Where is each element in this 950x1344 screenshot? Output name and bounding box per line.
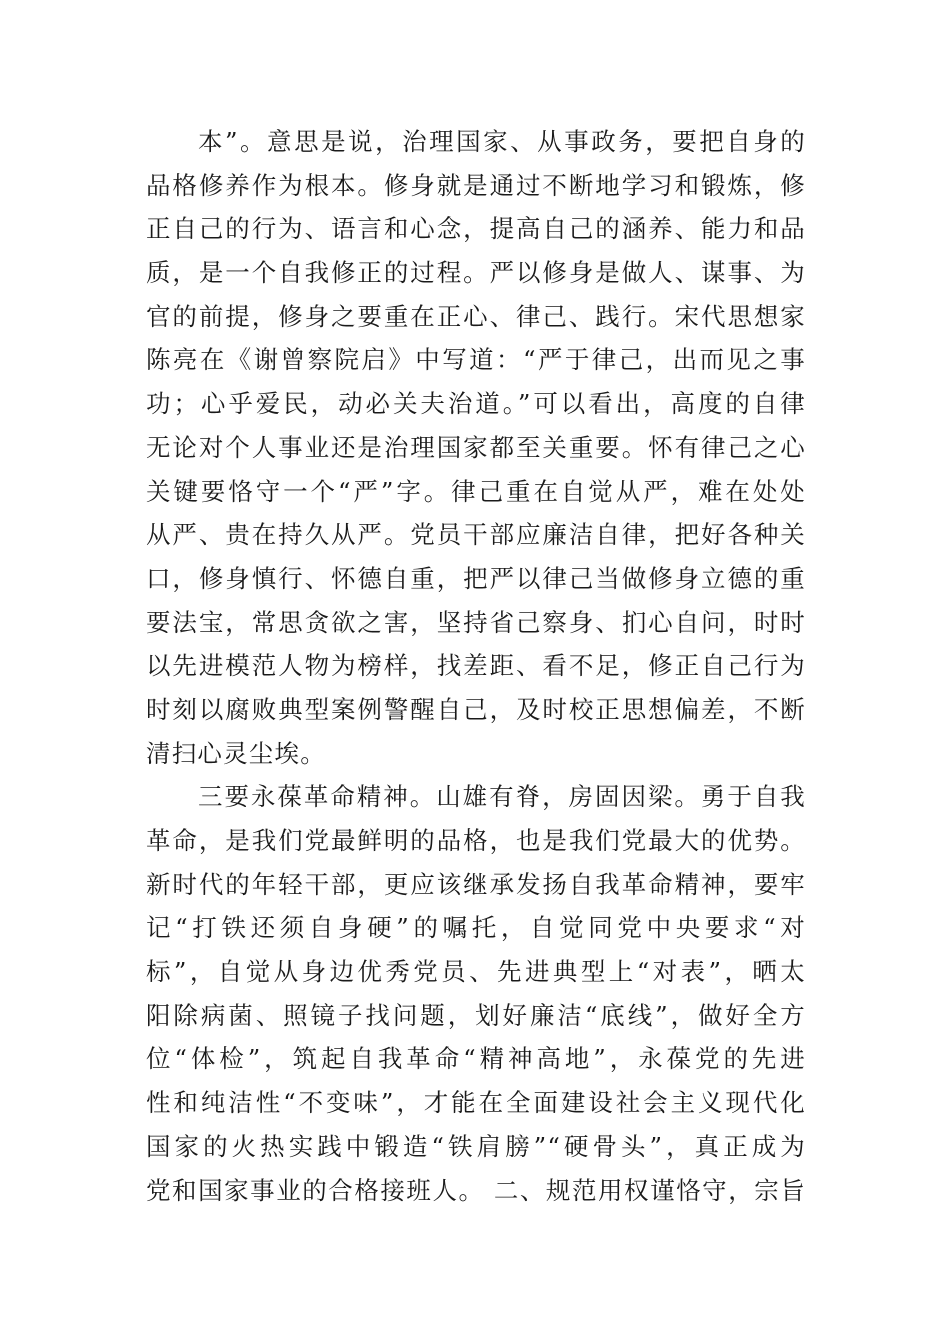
text-line: 记“打铁还须自身硬”的嘱托，自觉同党中央要求“对 [146,913,806,943]
text-line: 陈亮在《谢曾察院启》中写道：“严于律己，出而见之事 [146,345,806,375]
text-line: 国家的火热实践中锻造“铁肩膀”“硬骨头”，真正成为 [146,1131,806,1161]
text-line: 党和国家事业的合格接班人。 二、规范用权谨恪守，宗旨 [146,1175,806,1205]
text-line: 质，是一个自我修正的过程。严以修身是做人、谋事、为 [146,258,806,288]
text-line: 品格修养作为根本。修身就是通过不断地学习和锻炼，修 [146,170,806,200]
text-line: 本”。意思是说，治理国家、从事政务，要把自身的 [198,127,806,156]
text-line: 关键要恪守一个“严”字。律己重在自觉从严，难在处处 [146,476,806,506]
body-text [146,120,806,1212]
text-line: 清扫心灵尘埃。 [146,738,326,768]
text-line: 革命，是我们党最鲜明的品格，也是我们党最大的优势。 [146,826,806,855]
text-line: 从严、贵在持久从严。党员干部应廉洁自律，把好各种关 [146,520,806,550]
text-line: 时刻以腐败典型案例警醒自己，及时校正思想偏差，不断 [146,694,806,724]
text-line: 三要永葆革命精神。山雄有脊，房固因梁。勇于自我 [198,782,806,812]
text-line: 要法宝，常思贪欲之害，坚持省己察身、扪心自问，时时 [146,607,806,637]
text-line: 无论对个人事业还是治理国家都至关重要。怀有律己之心 [146,432,806,462]
text-line: 口，修身慎行、怀德自重，把严以律己当做修身立德的重 [146,563,806,593]
text-line: 正自己的行为、语言和心念，提高自己的涵养、能力和品 [146,214,806,244]
text-line: 以先进模范人物为榜样，找差距、看不足，修正自己行为 [146,651,806,681]
text-line: 标”，自觉从身边优秀党员、先进典型上“对表”，晒太 [146,957,806,987]
text-line: 位“体检”，筑起自我革命“精神高地”，永葆党的先进 [146,1044,806,1074]
text-line: 官的前提，修身之要重在正心、律己、践行。宋代思想家 [146,301,806,331]
text-line: 新时代的年轻干部，更应该继承发扬自我革命精神，要牢 [146,869,806,899]
text-line: 阳除病菌、照镜子找问题，划好廉洁“底线”，做好全方 [146,1000,806,1030]
text-line: 性和纯洁性“不变味”，才能在全面建设社会主义现代化 [146,1088,806,1118]
text-line: 功；心乎爱民，动必关夫治道。”可以看出，高度的自律 [146,389,806,419]
